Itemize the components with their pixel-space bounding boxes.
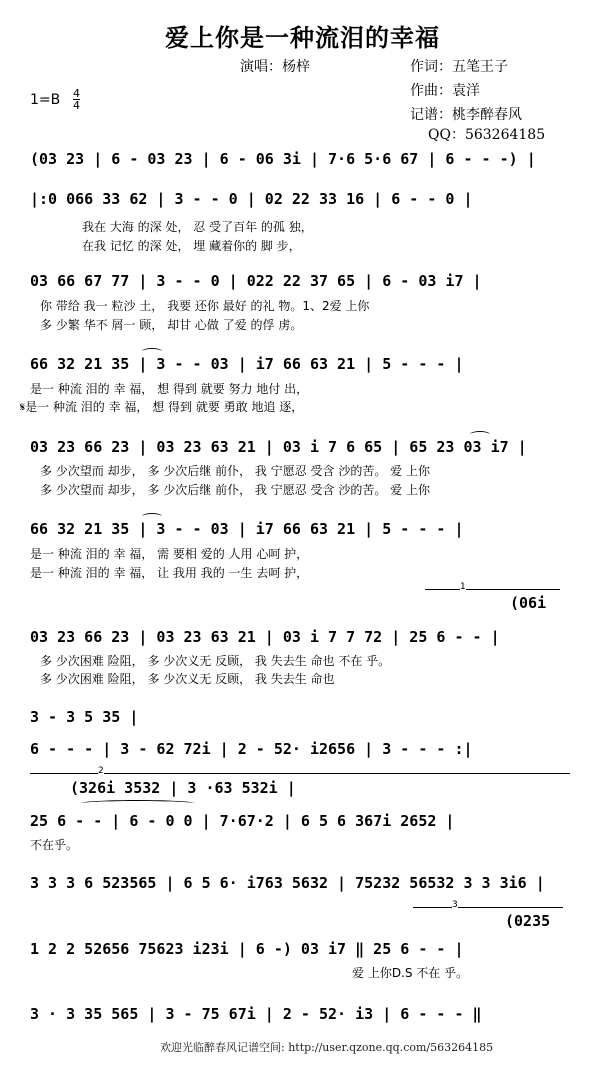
lyric-line-3b: 多 少繁 华不 屑一 顾， 却甘 心做 了爱 的俘 虏。 [40, 318, 303, 332]
score-line-2: |:0 066 33 62 | 3 - - 0 | 02 22 33 16 | 6 - - 0 | [30, 190, 473, 208]
score-line-7: 03 23 66 23 | 03 23 63 21 | 03 i 7 7 72 | 25 6 - - | [30, 628, 500, 646]
score-line-1: (03 23 | 6 - 03 23 | 6 - 06 3i | 7·6 5·6 67 | 6 - - -) | [30, 150, 536, 168]
volta-bracket-3 [413, 907, 563, 908]
key-signature: 1=B [30, 92, 61, 108]
lyricist-credit: 作词：五笔王子 [410, 59, 508, 75]
score-line-8: 3 - 3 5 35 | [30, 708, 139, 726]
score-line-6: 66 32 21 35 | 3 - - 03 | i7 66 63 21 | 5 - - - | [30, 520, 464, 538]
footer-credit: 欢迎光临醉春风记谱空间: http://user.qzone.qq.com/563264185 [160, 1041, 494, 1054]
score-line-10: (326i 3532 | 3 ·63 532i | [70, 779, 296, 797]
lyric-line-11a: 不在乎。 [30, 838, 79, 852]
song-title: 爱上你是一种流泪的幸福 [165, 23, 440, 52]
pickup-notes-2: (0235 [505, 912, 551, 930]
composer-credit: 作曲：袁洋 [410, 83, 480, 99]
lyric-line-7b: 多 少次困难 险阻， 多 少次义无 反顾， 我 失去生 命也 [40, 672, 335, 686]
slur-mark [470, 431, 490, 438]
score-line-13: 1 2 2 52656 75623 i23i | 6 -) 03 i7 ‖ 25 6 - - | [30, 940, 464, 958]
score-line-3: 03 66 67 77 | 3 - - 0 | 022 22 37 65 | 6 - 03 i7 | [30, 272, 482, 290]
time-signature-top: 4 [73, 87, 80, 100]
qq-credit: QQ：563264185 [428, 127, 546, 143]
slur-mark [142, 513, 162, 520]
lyric-line-6b: 是一 种流 泪的 幸 福， 让 我用 我的 一生 去呵 护， [30, 566, 309, 580]
score-line-12: 3 3 3 6 523565 | 6 5 6· i763 5632 | 75232 56532 3 3 3i6 | [30, 874, 545, 892]
volta-bracket-1 [425, 589, 560, 590]
score-line-14: 3 · 3 35 565 | 3 - 75 67i | 2 - 52· i3 | 6 - - - ‖ [30, 1005, 482, 1023]
pickup-notes-1: (06i [510, 594, 547, 612]
volta-label-2: 2 [98, 766, 104, 776]
volta-label-3: 3 [452, 900, 458, 910]
lyric-line-4b: 𝄋是一 种流 泪的 幸 福， 想 得到 就要 勇敢 地追 逐， [20, 400, 304, 414]
score-line-11: 25 6 - - | 6 - 0 0 | 7·67·2 | 6 5 6 367i 2652 | [30, 812, 455, 830]
score-line-9: 6 - - - | 3 - 62 72i | 2 - 52· i2656 | 3 - - - :| [30, 740, 473, 758]
lyric-line-7a: 多 少次困难 险阻， 多 少次义无 反顾， 我 失去生 命也 不在 乎。 [40, 654, 391, 668]
time-signature-bottom: 4 [73, 99, 80, 112]
singer-credit: 演唱：杨梓 [240, 59, 310, 75]
lyric-line-2b: 在我 记忆 的深 处， 埋 藏着你的 脚 步， [82, 239, 301, 253]
lyric-line-5b: 多 少次望而 却步， 多 少次后继 前仆， 我 宁愿忍 受含 沙的苦。 爱 上你 [40, 483, 430, 497]
lyric-line-5a: 多 少次望而 却步， 多 少次后继 前仆， 我 宁愿忍 受含 沙的苦。 爱 上你 [40, 464, 430, 478]
slur-mark [142, 348, 162, 355]
score-line-4: 66 32 21 35 | 3 - - 03 | i7 66 63 21 | 5 - - - | [30, 355, 464, 373]
lyric-line-13a: 爱 上你D.S 不在 乎。 [352, 966, 469, 980]
lyric-line-4a: 是一 种流 泪的 幸 福， 想 得到 就要 努力 地付 出， [30, 382, 309, 396]
lyric-line-6a: 是一 种流 泪的 幸 福， 需 要相 爱的 人用 心呵 护， [30, 547, 309, 561]
time-signature [73, 88, 80, 111]
transcriber-credit: 记谱：桃李醉春风 [410, 107, 522, 123]
score-line-5: 03 23 66 23 | 03 23 63 21 | 03 i 7 6 65 | 65 23 03 i7 | [30, 438, 527, 456]
lyric-line-3a: 你 带给 我一 粒沙 土， 我要 还你 最好 的礼 物。1、2爱 上你 [40, 299, 370, 313]
volta-bracket-2 [30, 773, 570, 774]
volta-label-1: 1 [460, 582, 466, 592]
lyric-line-2a: 我在 大海 的深 处， 忍 受了百年 的孤 独， [82, 220, 313, 234]
slur-mark [80, 800, 195, 807]
